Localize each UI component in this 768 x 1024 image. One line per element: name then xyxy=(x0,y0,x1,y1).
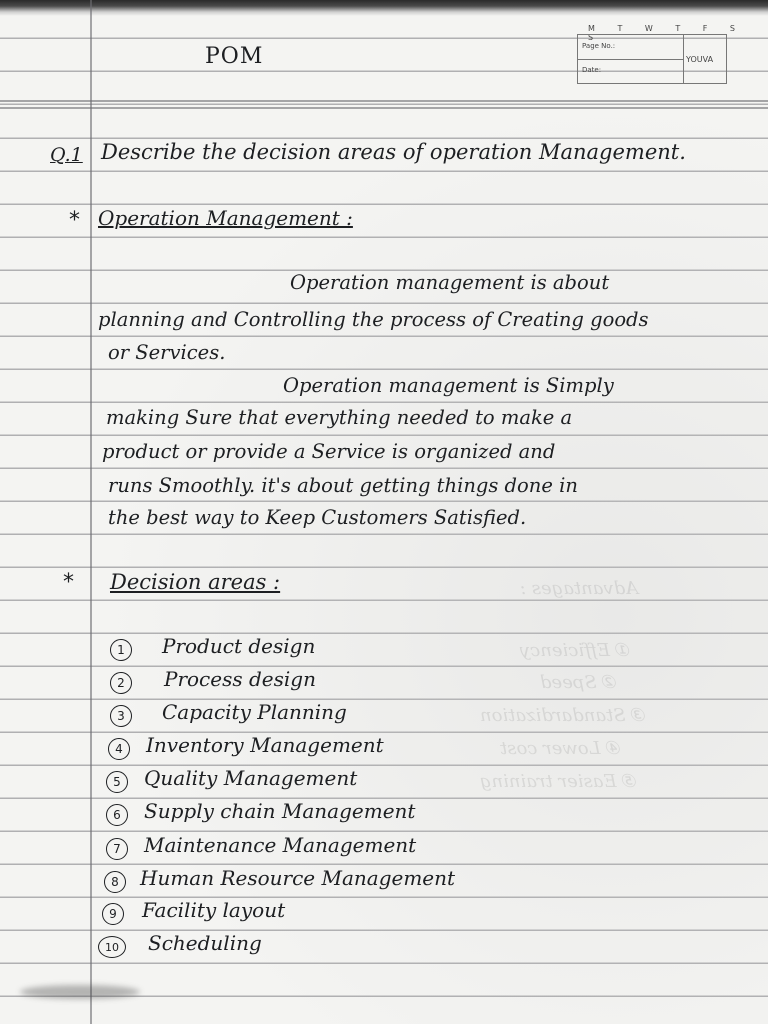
header-rule-bottom xyxy=(0,107,768,109)
page-torn-edge xyxy=(0,0,768,16)
circled-number: 7 xyxy=(106,838,128,860)
list-item-label: Process design xyxy=(164,667,316,691)
show-through-text: ③ Standardization xyxy=(480,705,648,726)
margin-line xyxy=(90,0,92,1024)
circled-number: 8 xyxy=(104,871,126,893)
circled-number: 4 xyxy=(108,738,130,760)
page-title: POM xyxy=(205,44,264,69)
paragraph-line: or Services. xyxy=(108,341,226,364)
list-item-label: Quality Management xyxy=(144,766,358,790)
list-item-label: Human Resource Management xyxy=(140,866,456,890)
section-heading-operation-management: Operation Management : xyxy=(98,206,353,230)
bullet-asterisk: * xyxy=(63,570,74,595)
paragraph-line: runs Smoothly. it's about getting things done in xyxy=(108,474,578,497)
ink-smudge xyxy=(20,985,140,999)
header-rule-top xyxy=(0,100,768,102)
header-fields xyxy=(578,35,684,83)
show-through-text: ④ Lower cost xyxy=(500,738,623,759)
header-divider xyxy=(578,59,683,60)
list-item-label: Inventory Management xyxy=(146,733,384,757)
list-item-label: Facility layout xyxy=(142,898,286,922)
paragraph-line: product or provide a Service is organized and xyxy=(102,440,556,463)
circled-number: 2 xyxy=(110,672,132,694)
circled-number: 1 xyxy=(110,639,132,661)
paragraph-line: Operation management is about xyxy=(290,271,610,294)
show-through-text: ⑤ Easier training xyxy=(480,771,639,792)
bullet-asterisk: * xyxy=(69,208,80,233)
circled-number: 6 xyxy=(106,804,128,826)
weekday-strip: M T W T F S S xyxy=(588,24,745,42)
list-item-label: Capacity Planning xyxy=(162,700,347,724)
question-number: Q.1 xyxy=(50,144,83,166)
list-item-label: Product design xyxy=(162,634,316,658)
section-heading-decision-areas: Decision areas : xyxy=(110,570,281,594)
paragraph-line: planning and Controlling the process of Creating goods xyxy=(98,308,649,331)
paragraph-line: the best way to Keep Customers Satisfied. xyxy=(108,506,527,529)
show-through-text: ② Speed xyxy=(540,672,619,693)
list-item-label: Supply chain Management xyxy=(144,799,416,823)
circled-number: 10 xyxy=(98,936,126,958)
date-label: Date: xyxy=(582,66,602,74)
list-item-label: Maintenance Management xyxy=(144,833,417,857)
circled-number: 3 xyxy=(110,705,132,727)
page-no-label: Page No.: xyxy=(582,42,616,50)
show-through-text: ① Efficiency xyxy=(520,640,632,661)
paragraph-line: making Sure that everything needed to make a xyxy=(106,406,573,429)
show-through-text: Advantages : xyxy=(520,578,639,599)
list-item-label: Scheduling xyxy=(148,931,262,955)
paragraph-line: Operation management is Simply xyxy=(283,374,614,397)
circled-number: 5 xyxy=(106,771,128,793)
circled-number: 9 xyxy=(102,903,124,925)
page-header-box xyxy=(577,34,727,84)
question-text: Describe the decision areas of operation Management. xyxy=(101,140,686,164)
brand-logo: YOUVA xyxy=(686,55,714,64)
